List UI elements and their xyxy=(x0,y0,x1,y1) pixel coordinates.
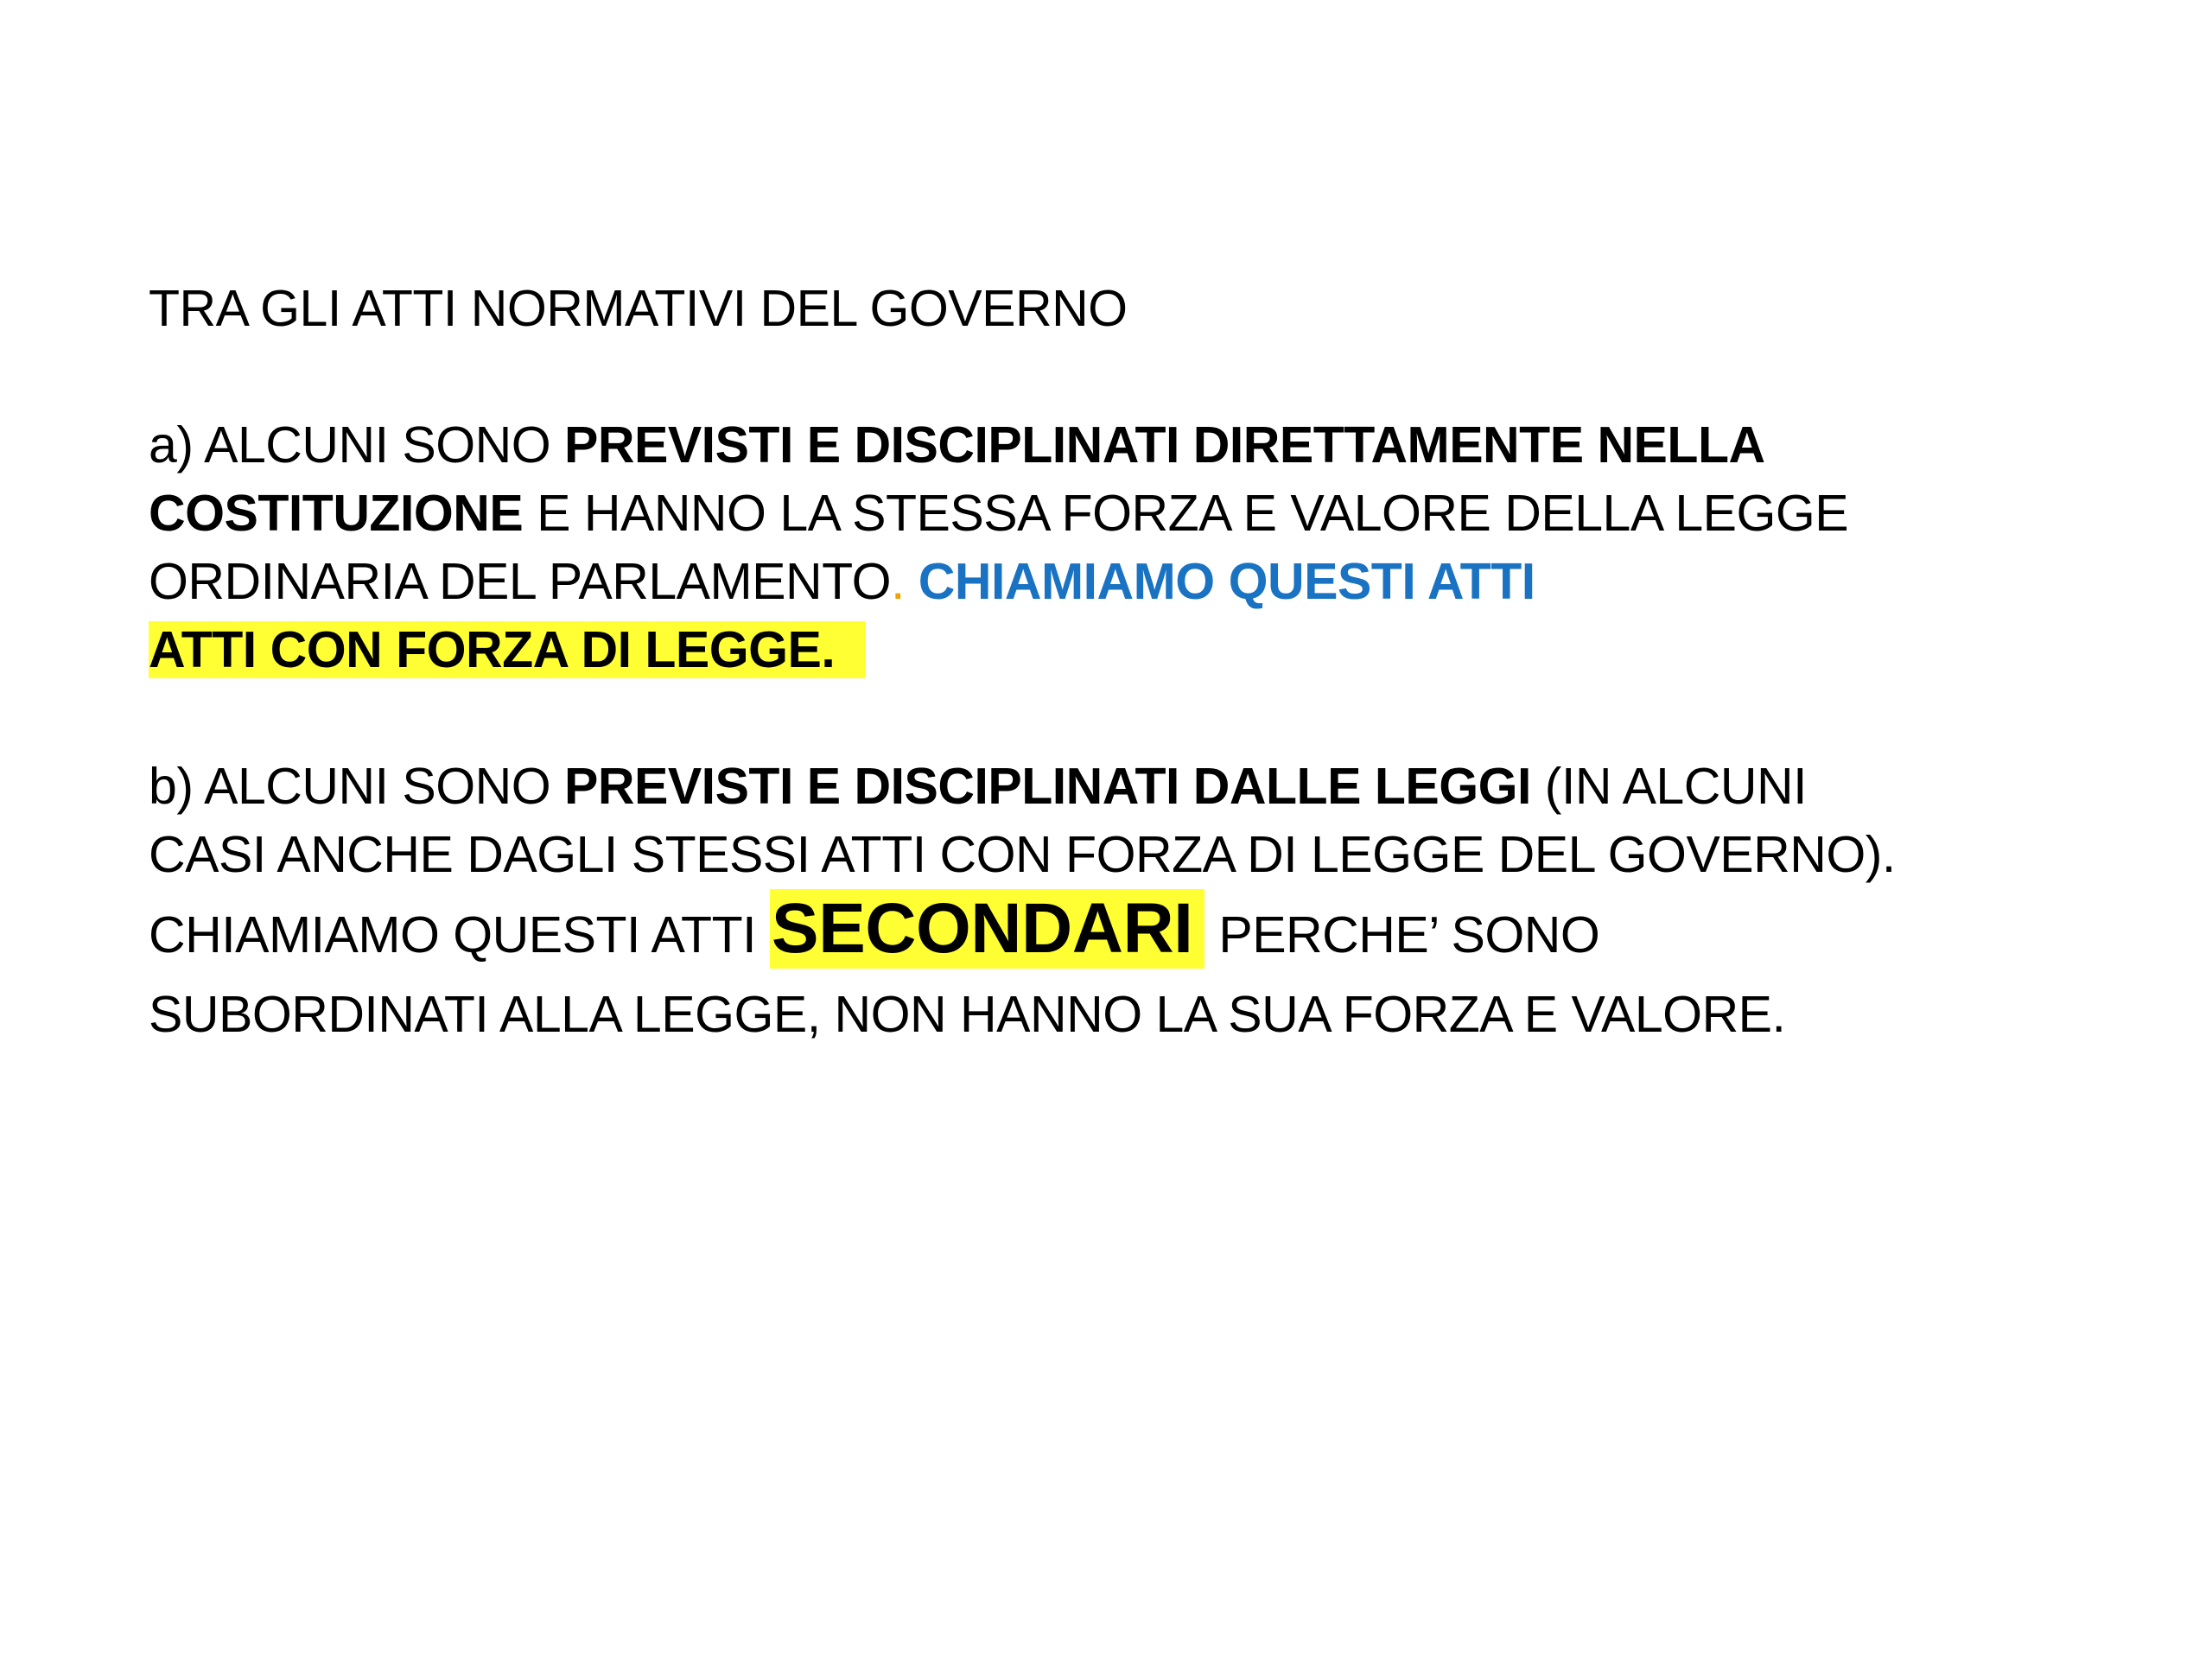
orange-period: . xyxy=(891,553,905,610)
section-b-line-4: SUBORDINATI ALLA LEGGE, NON HANNO LA SUA FORZA E VALORE. xyxy=(149,986,1786,1043)
section-a-line-4 xyxy=(149,616,2136,684)
section-a-bold-text: PREVISTI E DISCIPLINATI DIRETTAMENTE NELLA xyxy=(564,416,1765,474)
costituzione-bold-text: COSTITUZIONE xyxy=(149,485,524,542)
section-b-prefix: b) ALCUNI SONO xyxy=(149,758,565,815)
highlighted-term-forza-di-legge: ATTI CON FORZA DI LEGGE. xyxy=(149,621,866,678)
section-b-line-3-tail: PERCHE’ SONO xyxy=(1205,906,1600,963)
section-b-bold-text: PREVISTI E DISCIPLINATI DALLE LEGGI xyxy=(564,758,1531,815)
section-a-line-3-text: ORDINARIA DEL PARLAMENTO xyxy=(149,553,891,610)
highlighted-term-secondari: SECONDARI xyxy=(770,889,1205,969)
spacer xyxy=(149,343,2136,411)
section-a-prefix: a) ALCUNI SONO xyxy=(149,416,565,474)
slide-body xyxy=(149,275,2136,1049)
section-a-line-1 xyxy=(149,411,2136,480)
intro-line: TRA GLI ATTI NORMATIVI DEL GOVERNO xyxy=(149,280,1128,337)
section-b-line-2: CASI ANCHE DAGLI STESSI ATTI CON FORZA DI LEGGE DEL GOVERNO). xyxy=(149,826,1896,883)
section-a-line-3 xyxy=(149,548,2136,616)
section-a-line-2-text: E HANNO LA STESSA FORZA E VALORE DELLA LEGGE xyxy=(523,485,1849,542)
section-b-line-1-tail: (IN ALCUNI xyxy=(1530,758,1807,815)
blue-emphasis-text: CHIAMIAMO QUESTI ATTI xyxy=(904,553,1535,610)
section-b-line-1 xyxy=(149,753,2136,821)
section-a-line-2 xyxy=(149,480,2136,548)
section-b-line-3-lead: CHIAMIAMO QUESTI ATTI xyxy=(149,906,770,963)
spacer xyxy=(149,684,2136,753)
section-b-line-3 xyxy=(149,889,2136,981)
